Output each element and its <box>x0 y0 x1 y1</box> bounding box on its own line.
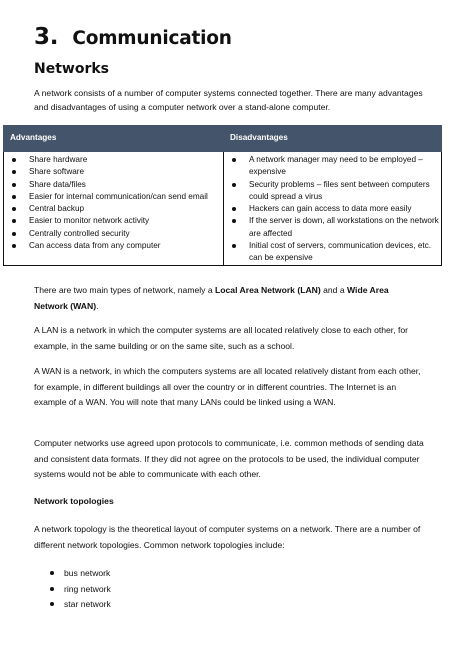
list-item: star network <box>34 597 111 613</box>
bullet-icon <box>12 170 16 174</box>
wan-paragraph: A WAN is a network, in which the computers systems are all located relatively distant from each other, for example, in different buildings all over the country or in different countries. The Internet is an example of a WAN. You will note that many LANs could be linked using a WAN. <box>34 366 421 407</box>
advantages-header: Advantages <box>4 126 224 152</box>
bullet-icon <box>12 183 16 187</box>
list-item: ring network <box>34 582 111 598</box>
bullet-icon <box>232 158 236 162</box>
wan-term: Wide Area Network (WAN) <box>34 285 389 311</box>
list-item: Share hardware <box>6 154 221 166</box>
list-item: Easier to monitor network activity <box>6 215 221 227</box>
list-item: Centrally controlled security <box>6 228 221 240</box>
disadvantages-cell <box>224 152 442 266</box>
network-types-paragraph: There are two main types of network, namely a Local Area Network (LAN) and a Wide Area Network (WAN). <box>34 285 389 311</box>
list-item: If the server is down, all workstations on the network are affected <box>226 215 439 240</box>
disadvantages-header: Disadvantages <box>224 126 442 152</box>
list-item: Can access data from any computer <box>6 240 221 252</box>
topologies-paragraph: A network topology is the theoretical layout of computer systems on a network. There are a number of different network topologies. Common network topologies include: <box>34 524 421 550</box>
list-item: bus network <box>34 566 111 582</box>
bullet-icon <box>232 219 236 223</box>
advantages-list <box>6 154 221 252</box>
advantages-cell <box>4 152 224 266</box>
section-heading-networks: Networks <box>34 61 110 77</box>
chapter-title: Communication <box>72 28 232 49</box>
bullet-icon <box>12 207 16 211</box>
list-item: A network manager may need to be employed – expensive <box>226 154 439 179</box>
bullet-icon <box>12 158 16 162</box>
bullet-icon <box>12 219 16 223</box>
list-item: Hackers can gain access to data more easily <box>226 203 439 215</box>
bullet-icon <box>232 183 236 187</box>
list-item: Share data/files <box>6 179 221 191</box>
lan-paragraph: A LAN is a network in which the computer systems are all located relatively close to each other, for example, in the same building or on the same site, such as a school. <box>34 325 409 351</box>
advantages-disadvantages-table <box>3 125 442 266</box>
bullet-icon <box>232 207 236 211</box>
intro-paragraph: A network consists of a number of computer systems connected together. There are many advantages and disadvantages of using a computer network over a stand-alone computer. <box>34 88 423 112</box>
list-item: Central backup <box>6 203 221 215</box>
list-item: Easier for internal communication/can send email <box>6 191 221 203</box>
protocols-paragraph: Computer networks use agreed upon protocols to communicate, i.e. common methods of sending data and consistent data formats. If they did not agree on the protocols to be used, the individual computer systems would not be able to communicate with each other. <box>34 438 424 479</box>
bullet-icon <box>12 232 16 236</box>
bullet-icon <box>12 244 16 248</box>
list-item: Initial cost of servers, communication devices, etc. can be expensive <box>226 240 439 265</box>
disadvantages-list <box>226 154 439 265</box>
bullet-icon <box>12 195 16 199</box>
list-item: Share software <box>6 166 221 178</box>
bullet-icon <box>50 571 54 575</box>
chapter-number: 3. <box>34 24 59 50</box>
lan-term: Local Area Network (LAN) <box>215 285 321 295</box>
bullet-icon <box>50 602 54 606</box>
chapter-heading <box>34 24 232 50</box>
list-item: Security problems – files sent between computers could spread a virus <box>226 179 439 204</box>
topologies-heading: Network topologies <box>34 496 114 506</box>
bullet-icon <box>232 244 236 248</box>
bullet-icon <box>50 587 54 591</box>
topologies-list <box>34 566 111 613</box>
